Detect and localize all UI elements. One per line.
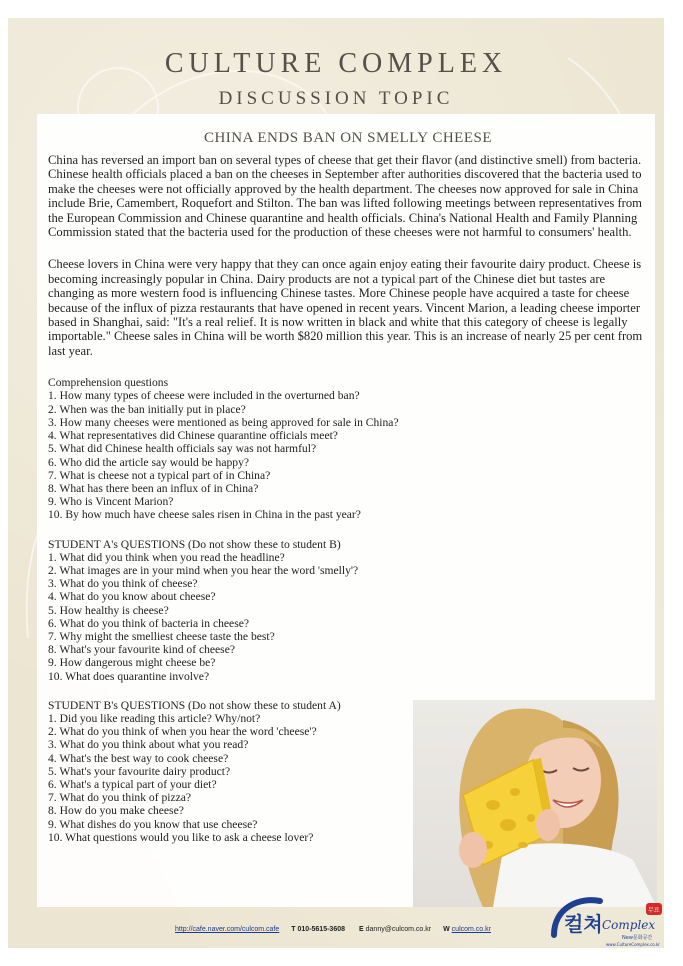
student-a-heading: STUDENT A's QUESTIONS (Do not show these to student B)	[48, 537, 341, 551]
student-a-questions	[48, 538, 648, 683]
logo-small-url: www.CultureComplex.co.kr	[606, 942, 660, 947]
website-link[interactable]: culcom.co.kr	[451, 926, 491, 933]
question-item: 1. How many types of cheese were included in the overturned ban?	[48, 389, 360, 403]
question-item: 9. How dangerous might cheese be?	[48, 656, 216, 670]
question-item: 7. What is cheese not a typical part of in China?	[48, 468, 271, 482]
culture-complex-logo	[550, 895, 666, 950]
question-item: 1. What did you think when you read the headline?	[48, 550, 285, 564]
question-item: 2. When was the ban initially put in place?	[48, 402, 246, 416]
question-item: 7. What do you think of pizza?	[48, 791, 192, 805]
phone-number: 010-5615-3608	[297, 926, 346, 933]
email-address: danny@culcom.co.kr	[365, 926, 432, 933]
question-item: 4. What representatives did Chinese quarantine officials meet?	[48, 429, 338, 443]
article-paragraph-2: Cheese lovers in China were very happy that they can once again enjoy eating their favourite dairy product. Cheese is becoming increasingly popular in China. Dairy products are not a typical part of the Chinese diet but tastes are changing as more western food is influencing Chinese tastes. More Chinese people have acquired a taste for cheese because of the influx of pizza restaurants that have opened in recent years. Vincent Marion, a leading cheese importer based in Shanghai, said: "It's a real relief. It is now written in black and white that this category of cheese is legally importable." Cheese sales in China will be worth $820 million this year. This is an increase of nearly 25 per cent from last year.	[48, 257, 643, 358]
cheese-photo	[413, 700, 657, 907]
question-item: 9. What dishes do you know that use cheese?	[48, 817, 258, 831]
comprehension-questions	[48, 376, 648, 521]
student-b-heading: STUDENT B's QUESTIONS (Do not show these to student A)	[48, 698, 341, 712]
question-item: 3. What do you think of cheese?	[48, 577, 198, 591]
cafe-link[interactable]: http://cafe.naver.com/culcom.cafe	[175, 926, 280, 933]
question-item: 2. What images are in your mind when you hear the word 'smelly'?	[48, 563, 359, 577]
question-item: 2. What do you think of when you hear the word 'cheese'?	[48, 725, 317, 739]
question-item: 9. Who is Vincent Marion?	[48, 495, 174, 509]
page-title: CULTURE COMPLEX	[164, 48, 508, 79]
question-item: 6. What's a typical part of your diet?	[48, 777, 217, 791]
question-item: 10. What does quarantine involve?	[48, 669, 210, 683]
page-subtitle: DISCUSSION TOPIC	[218, 88, 454, 109]
question-item: 7. Why might the smelliest cheese taste the best?	[48, 629, 275, 643]
woman-eating-cheese-illustration	[413, 700, 657, 907]
logo-badge-text: 무료	[648, 907, 660, 914]
question-item: 10. What questions would you like to ask a cheese lover?	[48, 830, 314, 844]
logo-english-text: Complex	[602, 918, 656, 932]
question-item: 4. What's the best way to cook cheese?	[48, 751, 229, 765]
website-label: W	[443, 926, 450, 933]
question-item: 5. What's your favourite dairy product?	[48, 764, 231, 778]
article-paragraph-1: China has reversed an import ban on several types of cheese that get their flavor (and distinctive smell) from bacteria. Chinese health officials placed a ban on the cheeses in September after authorities discovered that the bacteria used to make the cheeses were not officially approved by the health department. The cheeses now approved for sale in China include Brie, Camembert, Roquefort and Stilton. The ban was lifted following meetings between representatives from the European Commission and Chinese quarantine and health officials. China's National Health and Family Planning Commission stated that the bacteria used for the production of these cheeses were not harmful to consumers' health.	[48, 153, 642, 240]
question-item: 8. How do you make cheese?	[48, 804, 184, 818]
question-item: 10. By how much have cheese sales risen in China in the past year?	[48, 508, 361, 522]
question-item: 4. What do you know about cheese?	[48, 590, 216, 604]
question-item: 5. What did Chinese health officials say was not harmful?	[48, 442, 317, 456]
question-item: 1. Did you like reading this article? Why/not?	[48, 711, 261, 725]
logo-tagline: New문화공간	[622, 935, 653, 941]
question-item: 3. How many cheeses were mentioned as being approved for sale in China?	[48, 415, 399, 429]
question-item: 6. Who did the article say would be happy?	[48, 455, 250, 469]
logo-korean-text: 컬쳐	[564, 912, 603, 936]
question-item: 6. What do you think of bacteria in cheese?	[48, 616, 249, 630]
footer-contact	[175, 926, 491, 933]
phone-label: T	[291, 926, 296, 933]
article-title: CHINA ENDS BAN ON SMELLY CHEESE	[203, 130, 493, 146]
question-item: 8. What's your favourite kind of cheese?	[48, 643, 235, 657]
question-item: 8. What has there been an influx of in China?	[48, 481, 259, 495]
question-item: 3. What do you think about what you read?	[48, 738, 249, 752]
email-label: E	[358, 926, 364, 933]
comprehension-heading: Comprehension questions	[48, 376, 169, 390]
question-item: 5. How healthy is cheese?	[48, 603, 169, 617]
